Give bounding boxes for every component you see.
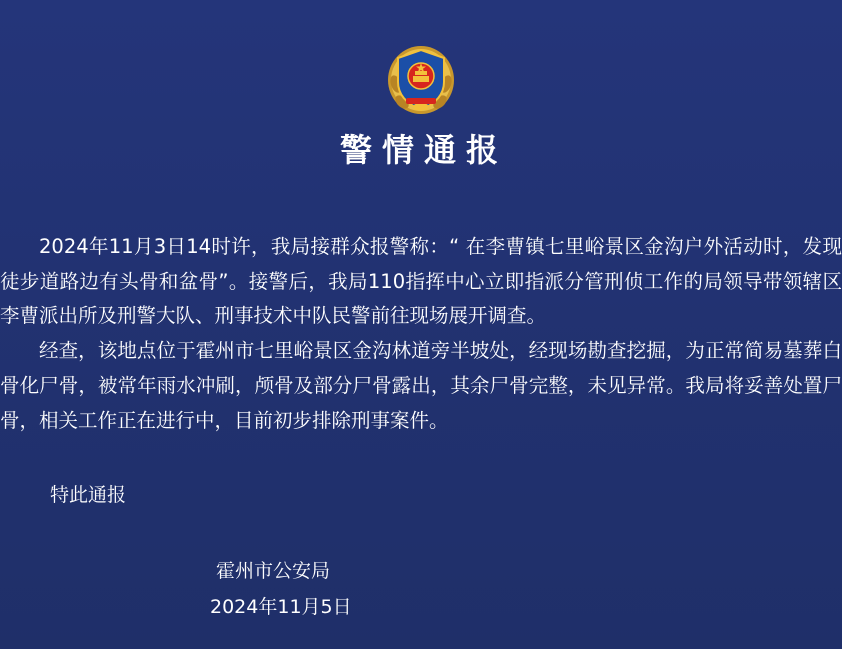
closing-phrase: 特此通报 [50,484,127,506]
notice-body [0,230,842,438]
police-emblem-icon [386,44,456,116]
signature-date: 2024年11月5日 [210,596,352,618]
notice-paragraph-2: 经查，该地点位于霍州市七里峪景区金沟林道旁半坡处，经现场勘查挖掘，为正常简易墓葬白骨化尸骨，被常年雨水冲刷，颅骨及部分尸骨露出，其余尸骨完整，未见异常。我局将妥善处置尸骨，相关工作正在进行中，目前初步排除刑事案件。 [0,339,842,432]
notice-title: 警情通报 [339,131,508,169]
notice-paragraph-1: 2024年11月3日14时许，我局接群众报警称：“ 在李曹镇七里峪景区金沟户外活动时，发现徒步道路边有头骨和盆骨”。接警后，我局110指挥中心立即指派分管刑侦工作的局领导带领辖区李曹派出所及刑警大队、刑事技术中队民警前往现场展开调查。 [0,235,842,328]
signature-org: 霍州市公安局 [216,560,331,582]
